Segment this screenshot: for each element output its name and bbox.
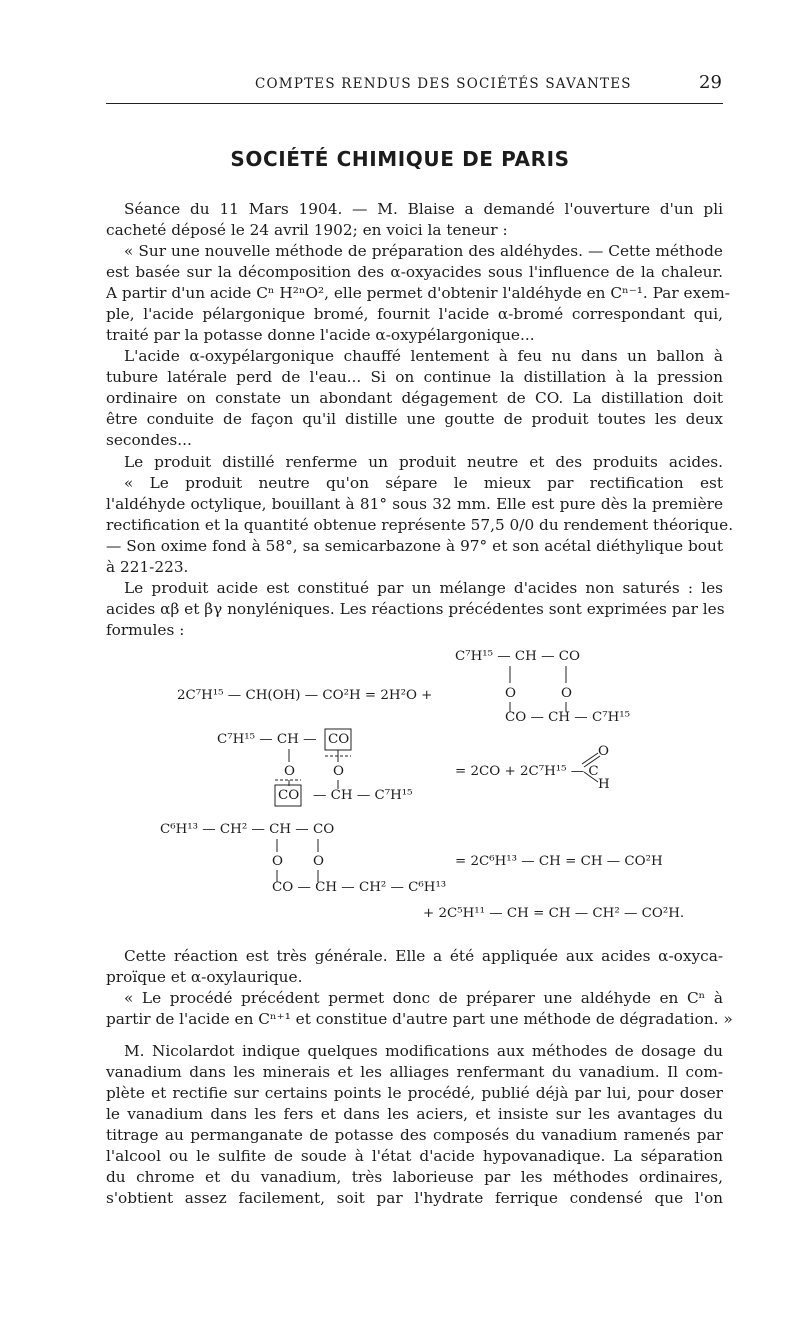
ring2-top-box: CO bbox=[328, 732, 350, 747]
eq3-rhs1: = 2C⁶H¹³ — CH = CH — CO²H bbox=[455, 854, 663, 869]
ring2-top-left: C⁷H¹⁵ — CH — bbox=[217, 732, 317, 747]
ring2-box-top bbox=[325, 729, 351, 750]
ring2-box-bottom bbox=[275, 785, 301, 806]
text-line-11: être conduite de façon qu'il distille une goutte de produit toutes les deux bbox=[106, 410, 723, 428]
page-number: 29 bbox=[699, 72, 722, 93]
running-head: COMPTES RENDUS DES SOCIÉTÉS SAVANTES bbox=[255, 76, 632, 92]
text-line-13: Le produit distillé renferme un produit neutre et des produits acides. bbox=[124, 453, 723, 471]
text-line-21: formules : bbox=[106, 621, 185, 639]
ring3-o-left: O bbox=[272, 854, 283, 869]
ring3-bottom: CO — CH — CH² — C⁶H¹³ bbox=[272, 880, 447, 895]
text-line-2: cacheté déposé le 24 avril 1902; en voici la teneur : bbox=[106, 221, 508, 239]
text-line-23: proïque et α-oxylaurique. bbox=[106, 968, 303, 986]
text-line-7: traité par la potasse donne l'acide α-oxypélargonique... bbox=[106, 326, 535, 344]
text-line-17: — Son oxime fond à 58°, sa semicarbazone à 97° et son acétal diéthylique bout bbox=[106, 537, 723, 555]
text-line-27: vanadium dans les minerais et les alliages renfermant du vanadium. Il com- bbox=[106, 1063, 723, 1081]
text-line-15: l'aldéhyde octylique, bouillant à 81° sous 32 mm. Elle est pure dès la première bbox=[106, 495, 723, 513]
ring1-o-right: O bbox=[561, 686, 572, 701]
ring1-bottom: CO — CH — C⁷H¹⁵ bbox=[505, 710, 630, 725]
text-line-18: à 221-223. bbox=[106, 558, 189, 576]
text-line-8: L'acide α-oxypélargonique chauffé lentement à feu nu dans un ballon à bbox=[124, 347, 723, 365]
ring1-o-left: O bbox=[505, 686, 516, 701]
text-line-26: M. Nicolardot indique quelques modifications aux méthodes de dosage du bbox=[124, 1042, 723, 1060]
text-line-30: titrage au permanganate de potasse des composés du vanadium ramenés par bbox=[106, 1126, 723, 1144]
eq2-h: H bbox=[598, 777, 610, 792]
eq2-rhs: = 2CO + 2C⁷H¹⁵ — C bbox=[455, 764, 599, 779]
text-line-24: « Le procédé précédent permet donc de préparer une aldéhyde en Cⁿ à bbox=[124, 989, 723, 1007]
text-line-16: rectification et la quantité obtenue représente 57,5 0/0 du rendement théorique. bbox=[106, 516, 734, 534]
text-line-28: plète et rectifie sur certains points le procédé, publié déjà par lui, pour doser bbox=[106, 1084, 723, 1102]
eq2-o: O bbox=[598, 744, 609, 759]
ring2-o-right: O bbox=[333, 764, 344, 779]
text-line-31: l'alcool ou le sulfite de soude à l'état d'acide hypovanadique. La séparation bbox=[106, 1147, 723, 1165]
text-line-4: est basée sur la décomposition des α-oxyacides sous l'influence de la chaleur. bbox=[106, 263, 723, 281]
ring1-top: C⁷H¹⁵ — CH — CO bbox=[455, 649, 580, 664]
text-line-1: Séance du 11 Mars 1904. — M. Blaise a demandé l'ouverture d'un pli bbox=[124, 200, 723, 218]
ring3-top: C⁶H¹³ — CH² — CH — CO bbox=[160, 822, 335, 837]
text-line-33: s'obtient assez facilement, soit par l'hydrate ferrique condensé que l'on bbox=[106, 1189, 723, 1207]
text-line-22: Cette réaction est très générale. Elle a été appliquée aux acides α-oxyca- bbox=[124, 947, 723, 965]
ring3-o-right: O bbox=[313, 854, 324, 869]
eq3-rhs2: + 2C⁵H¹¹ — CH = CH — CH² — CO²H. bbox=[423, 906, 685, 921]
text-line-3: « Sur une nouvelle méthode de préparation des aldéhydes. — Cette méthode bbox=[124, 242, 723, 260]
text-line-9: tubure latérale perd de l'eau... Si on continue la distillation à la pression bbox=[106, 368, 723, 386]
text-line-25: partir de l'acide en Cⁿ⁺¹ et constitue d'autre part une méthode de dégradation. » bbox=[106, 1010, 733, 1028]
text-line-19: Le produit acide est constitué par un mélange d'acides non saturés : les bbox=[124, 579, 723, 597]
ring2-bottom-right: — CH — C⁷H¹⁵ bbox=[313, 788, 413, 803]
ring2-o-left: O bbox=[284, 764, 295, 779]
text-line-14: « Le produit neutre qu'on sépare le mieux par rectification est bbox=[124, 474, 723, 492]
section-title: SOCIÉTÉ CHIMIQUE DE PARIS bbox=[230, 147, 570, 171]
text-line-12: secondes... bbox=[106, 431, 192, 449]
text-line-32: du chrome et du vanadium, très laborieuse par les méthodes ordinaires, bbox=[106, 1168, 723, 1186]
text-line-29: le vanadium dans les fers et dans les aciers, et insiste sur les avantages du bbox=[106, 1105, 723, 1123]
eq2-single-bond bbox=[584, 772, 598, 782]
text-line-10: ordinaire on constate un abondant dégagement de CO. La distillation doit bbox=[106, 389, 723, 407]
ring2-bottom-box: CO bbox=[278, 788, 300, 803]
text-line-6: ple, l'acide pélargonique bromé, fournit l'acide α-bromé correspondant qui, bbox=[106, 305, 723, 323]
eq1-lhs: 2C⁷H¹⁵ — CH(OH) — CO²H = 2H²O + bbox=[177, 688, 433, 703]
text-line-5: A partir d'un acide Cⁿ H²ⁿO², elle permet d'obtenir l'aldéhyde en Cⁿ⁻¹. Par exem- bbox=[106, 284, 730, 302]
text-line-20: acides αβ et βγ nonyléniques. Les réactions précédentes sont exprimées par les bbox=[106, 600, 725, 618]
